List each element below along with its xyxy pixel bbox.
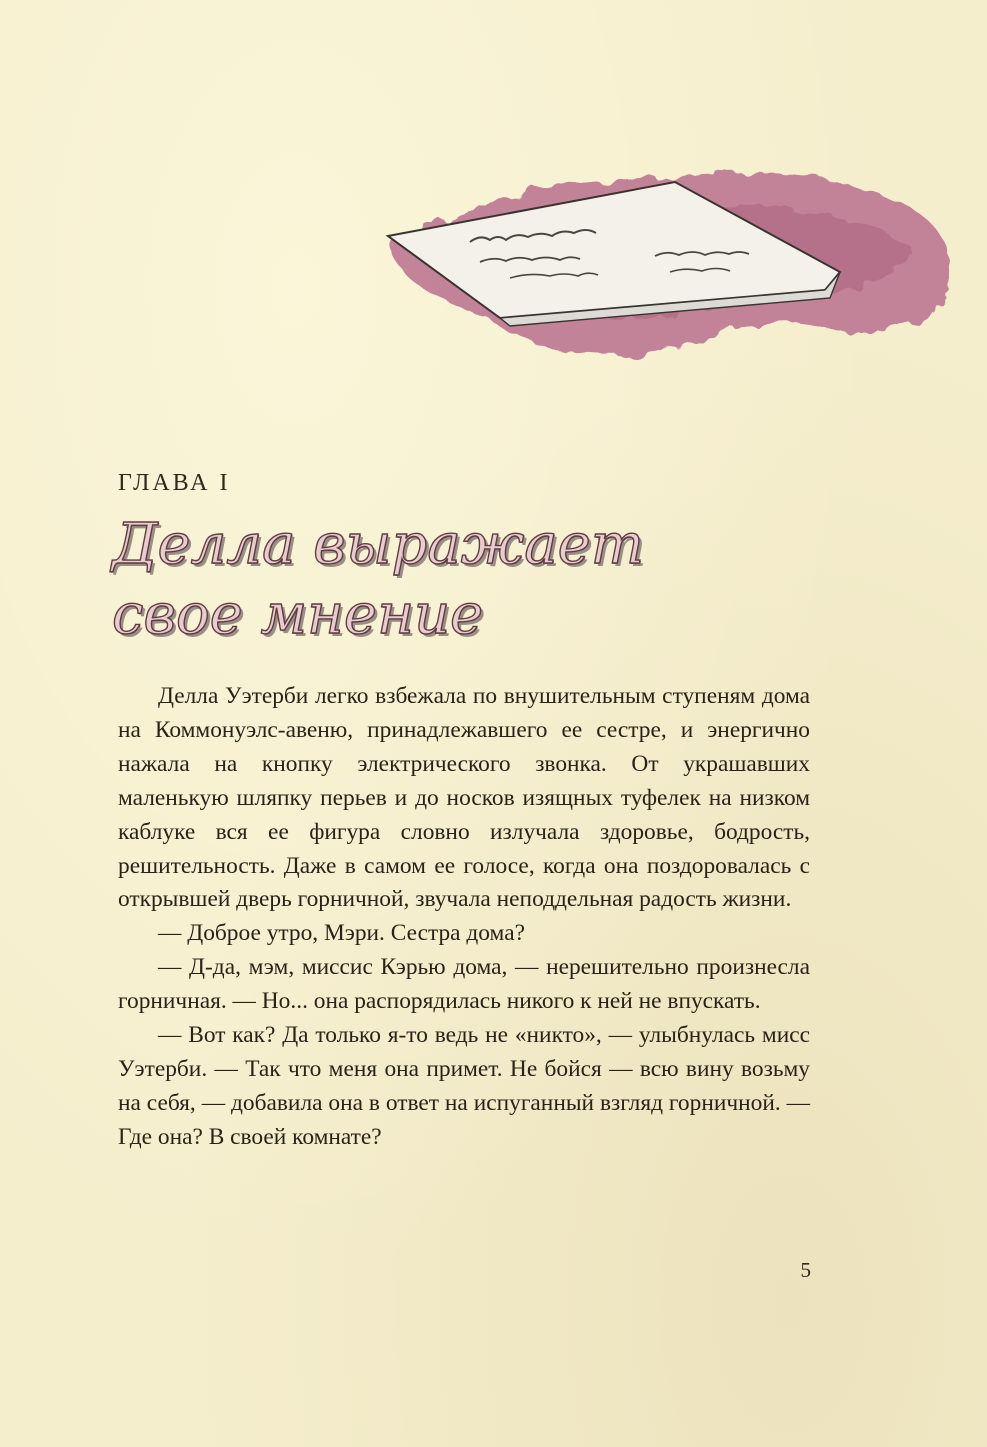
paragraph: — Д-да, мэм, миссис Кэрью дома, — нерешительно произнесла горничная. — Но... она распорядилась никого к ней не впускать.	[118, 954, 810, 1015]
chapter-title-line-2: свое мнение	[112, 582, 484, 647]
paragraph: — Доброе утро, Мэри. Сестра дома?	[158, 920, 525, 947]
paragraph: Делла Уэтерби легко взбежала по внушительным ступеням дома на Коммонуэлс-авеню, принадлежавшего ее сестре, и энергично нажала на кнопку электрического звонка. От украшавших маленькую шляпку перьев и до носков изящных туфелек на низком каблуке вся ее фигура словно излучала здоровье, бодрость, решительность. Даже в самом ее голосе, когда она поздоровалась с открывшей дверь горничной, звучала неподдельная радость жизни.	[118, 683, 810, 913]
chapter-title-line-1: Делла выражает	[112, 512, 644, 577]
envelope-illustration	[370, 150, 970, 380]
chapter-label: ГЛАВА I	[118, 470, 231, 496]
page-number: 5	[800, 1258, 811, 1282]
chapter-title	[112, 510, 732, 650]
chapter-body	[118, 680, 810, 1155]
paragraph: — Вот как? Да только я-то ведь не «никто», — улыбнулась мисс Уэтерби. — Так что меня она примет. Не бойся — всю вину возьму на себя, — добавила она в ответ на испуганный взгляд горничной. — Где она? В своей комнате?	[118, 1022, 810, 1150]
